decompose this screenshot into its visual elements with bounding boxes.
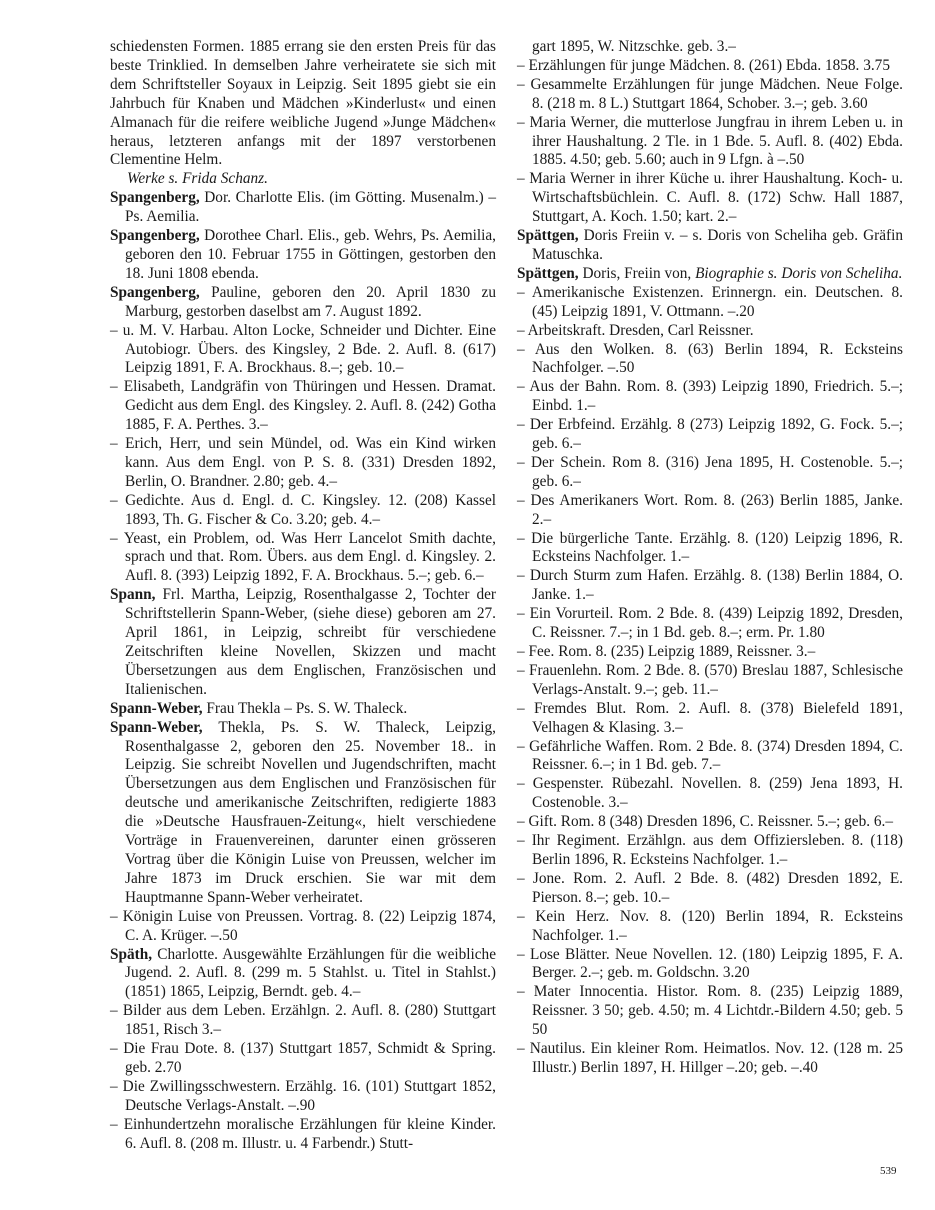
author-entry: Späth, Charlotte. Ausgewählte Erzählungen für die weibliche Jugend. 2. Aufl. 8. (299 m. 5 Stahlst. u. Titel in Stahlst.) (1851) 1865, Leipzig, Berndt. geb. 4.– bbox=[110, 945, 496, 1001]
works-reference: Werke s. Frida Schanz. bbox=[127, 170, 268, 188]
work-item: – Gespenster. Rübezahl. Novellen. 8. (259) Jena 1893, H. Costenoble. 3.– bbox=[517, 775, 903, 812]
work-item: – Der Erbfeind. Erzählg. 8 (273) Leipzig 1892, G. Fock. 5.–; geb. 6.– bbox=[517, 416, 903, 453]
work-item: – Ein Vorurteil. Rom. 2 Bde. 8. (439) Leipzig 1892, Dresden, C. Reissner. 7.–; in 1 Bd. geb. 8.–; erm. Pr. 1.80 bbox=[517, 605, 903, 642]
author-entry: Spättgen, Doris, Freiin von, Biographie s. Doris von Scheliha. bbox=[517, 264, 903, 282]
work-item: – Aus der Bahn. Rom. 8. (393) Leipzig 1890, Friedrich. 5.–; Einbd. 1.– bbox=[517, 378, 903, 415]
work-item: – Mater Innocentia. Histor. Rom. 8. (235) Leipzig 1889, Reissner. 3 50; geb. 4.50; m. 4 Lichtdr.-Bildern 4.50; geb. 5 50 bbox=[517, 983, 903, 1039]
work-item: – Arbeitskraft. Dresden, Carl Reissner. bbox=[517, 321, 754, 339]
work-item: – Erzählungen für junge Mädchen. 8. (261) Ebda. 1858. 3.75 bbox=[517, 56, 890, 74]
work-item: – Erich, Herr, und sein Mündel, od. Was ein Kind wirken kann. Aus dem Engl. von P. S. 8. (331) Dresden 1892, Berlin, O. Brandner. 2.80; geb. 4.– bbox=[110, 435, 496, 490]
author-name: Spangenberg, bbox=[110, 189, 200, 207]
work-item: – Ihr Regiment. Erzählgn. aus dem Offiziersleben. 8. (118) Berlin 1896, R. Ecksteins Nachfolger. 1.– bbox=[517, 832, 903, 868]
author-entry: Spangenberg, Dor. Charlotte Elis. (im Götting. Musenalm.) – Ps. Aemilia. bbox=[110, 189, 496, 226]
author-name: Spann-Weber, bbox=[110, 718, 203, 736]
work-item: – Die Zwillingsschwestern. Erzählg. 16. (101) Stuttgart 1852, Deutsche Verlags-Anstalt. –.90 bbox=[110, 1077, 496, 1114]
author-entry: Spann, Frl. Martha, Leipzig, Rosenthalgasse 2, Tochter der Schriftstellerin Spann-Weber, (siehe diese) geboren am 27. April 1861, in Leipzig, schreibt für verschiedene Zeitschriften kleine Novellen, Skizzen und macht Übersetzungen aus dem Englischen, Französischen und Italienischen. bbox=[110, 586, 496, 698]
author-name: Spann, bbox=[110, 586, 156, 604]
entry-continuation: schiedensten Formen. 1885 errang sie den ersten Preis für das beste Trinklied. In demselben Jahre verheiratete sie sich mit dem Schriftsteller Soyaux in Leipzig. Seit 1895 giebt sie ein Jahrbuch für Knaben und Mädchen »Kinderlust« und einen Almanach für die reifere weibliche Jugend »Junge Mädchen« heraus, letzteren anfangs mit der 1897 verstorbenen Clementine Helm. bbox=[110, 38, 496, 169]
entry-continuation: gart 1895, W. Nitzschke. geb. 3.– bbox=[532, 38, 736, 55]
work-item: – Frauenlehn. Rom. 2 Bde. 8. (570) Breslau 1887, Schlesische Verlags-Anstalt. 9.–; geb. 11.– bbox=[517, 661, 903, 698]
author-name: Spangenberg, bbox=[110, 283, 200, 301]
work-item: – Die Frau Dote. 8. (137) Stuttgart 1857, Schmidt & Spring. geb. 2.70 bbox=[110, 1040, 496, 1076]
work-item: – Fee. Rom. 8. (235) Leipzig 1889, Reissner. 3.– bbox=[517, 643, 816, 660]
author-name: Späth, bbox=[110, 945, 153, 963]
work-item: – Amerikanische Existenzen. Erinnergn. ein. Deutschen. 8. (45) Leipzig 1891, V. Ottmann. –.20 bbox=[517, 283, 903, 320]
work-item: – Der Schein. Rom 8. (316) Jena 1895, H. Costenoble. 5.–; geb. 6.– bbox=[517, 453, 903, 490]
work-item: – Bilder aus dem Leben. Erzählgn. 2. Aufl. 8. (280) Stuttgart 1851, Risch 3.– bbox=[110, 1002, 496, 1039]
work-item: – Jone. Rom. 2. Aufl. 2 Bde. 8. (482) Dresden 1892, E. Pierson. 8.–; geb. 10.– bbox=[517, 869, 903, 906]
work-item: – Gesammelte Erzählungen für junge Mädchen. Neue Folge. 8. (218 m. 8 L.) Stuttgart 1864, Schober. 3.–; geb. 3.60 bbox=[517, 75, 903, 112]
work-item: – Des Amerikaners Wort. Rom. 8. (263) Berlin 1885, Janke. 2.– bbox=[517, 491, 903, 528]
page-number: 539 bbox=[880, 1165, 897, 1177]
author-name: Spangenberg, bbox=[110, 227, 200, 245]
author-entry: Spann-Weber, Thekla, Ps. S. W. Thaleck, Leipzig, Rosenthalgasse 2, geboren den 25. November 18.. in Leipzig. Sie schreibt Novellen und Jugendschriften, macht Übersetzungen aus dem Englischen und Französischen für deutsche und amerikanische Zeitschriften, redigierte 1883 die »Deutsche Hausfrauen-Zeitung«, hielt verschiedene Vorträge in Frauenvereinen, darunter einen grösseren Vortrag über die Königin Luise von Preussen, welcher im Jahre 1873 im Druck erschien. Sie war mit dem Hauptmanne Spann-Weber verheiratet. bbox=[110, 718, 496, 906]
work-item: – Elisabeth, Landgräfin von Thüringen und Hessen. Dramat. Gedicht aus dem Engl. des Kingsley. 2. Aufl. 8. (242) Gotha 1885, F. A. Perthes. 3.– bbox=[110, 378, 496, 434]
work-item: – Lose Blätter. Neue Novellen. 12. (180) Leipzig 1895, F. A. Berger. 2.–; geb. m. Goldschn. 3.20 bbox=[517, 945, 903, 982]
work-item: – Durch Sturm zum Hafen. Erzählg. 8. (138) Berlin 1884, O. Janke. 1.– bbox=[517, 567, 903, 604]
work-item: – Gedichte. Aus d. Engl. d. C. Kingsley. 12. (208) Kassel 1893, Th. G. Fischer & Co. 3.20; geb. 4.– bbox=[110, 491, 496, 528]
work-item: – Kein Herz. Nov. 8. (120) Berlin 1894, R. Ecksteins Nachfolger. 1.– bbox=[517, 907, 903, 944]
right-column bbox=[517, 38, 903, 1078]
work-item: – Nautilus. Ein kleiner Rom. Heimatlos. Nov. 12. (128 m. 25 Illustr.) Berlin 1897, H. Hillger –.20; geb. –.40 bbox=[517, 1040, 903, 1076]
work-item: – u. M. V. Harbau. Alton Locke, Schneider und Dichter. Eine Autobiogr. Übers. des Kingsley, 2 Bde. 2. Aufl. 8. (617) Leipzig 1891, F. A. Brockhaus. 8.–; geb. 10.– bbox=[110, 321, 496, 377]
work-item: – Gift. Rom. 8 (348) Dresden 1896, C. Reissner. 5.–; geb. 6.– bbox=[517, 813, 894, 831]
work-item: – Maria Werner in ihrer Küche u. ihrer Haushaltung. Koch- u. Wirtschaftsbüchlein. C. Aufl. 8. (172) Schw. Hall 1887, Stuttgart, A. Koch. 1.50; kart. 2.– bbox=[517, 170, 903, 226]
author-entry: Spangenberg, Pauline, geboren den 20. April 1830 zu Marburg, gestorben daselbst am 7. August 1892. bbox=[110, 283, 496, 320]
author-entry: Spättgen, Doris Freiin v. – s. Doris von Scheliha geb. Gräfin Matuschka. bbox=[517, 227, 903, 263]
work-item: – Fremdes Blut. Rom. 2. Aufl. 8. (378) Bielefeld 1891, Velhagen & Klasing. 3.– bbox=[517, 699, 903, 736]
work-item: – Gefährliche Waffen. Rom. 2 Bde. 8. (374) Dresden 1894, C. Reissner. 6.–; in 1 Bd. geb. 7.– bbox=[517, 737, 903, 774]
author-entry: Spann-Weber, Frau Thekla – Ps. S. W. Thaleck. bbox=[110, 699, 408, 717]
author-name: Spann-Weber, bbox=[110, 699, 203, 717]
work-item: – Aus den Wolken. 8. (63) Berlin 1894, R. Ecksteins Nachfolger. –.50 bbox=[517, 340, 903, 377]
work-item: – Maria Werner, die mutterlose Jungfrau in ihrem Leben u. in ihrer Haushaltung. 2 Tle. in 1 Bde. 5. Aufl. 8. (402) Ebda. 1885. 4.50; geb. 5.60; auch in 9 Lfgn. à –.50 bbox=[517, 113, 903, 169]
work-item: – Die bürgerliche Tante. Erzählg. 8. (120) Leipzig 1896, R. Ecksteins Nachfolger. 1.– bbox=[517, 529, 903, 566]
work-item: – Yeast, ein Problem, od. Was Herr Lancelot Smith dachte, sprach und that. Rom. Übers. aus dem Engl. d. Kingsley. 2. Aufl. 8. (393) Leipzig 1892, F. A. Brockhaus. 5.–; geb. 6.– bbox=[110, 529, 496, 585]
author-name: Spättgen, bbox=[517, 264, 579, 282]
author-name: Spättgen, bbox=[517, 227, 579, 245]
work-item: – Königin Luise von Preussen. Vortrag. 8. (22) Leipzig 1874, C. A. Krüger. –.50 bbox=[110, 907, 496, 944]
left-column bbox=[110, 38, 496, 1153]
author-entry: Spangenberg, Dorothee Charl. Elis., geb. Wehrs, Ps. Aemilia, geboren den 10. Februar 1755 in Göttingen, gestorben den 18. Juni 1808 ebenda. bbox=[110, 227, 496, 282]
work-item: – Einhundertzehn moralische Erzählungen für kleine Kinder. 6. Aufl. 8. (208 m. Illustr. u. 4 Farbendr.) Stutt- bbox=[110, 1115, 496, 1152]
